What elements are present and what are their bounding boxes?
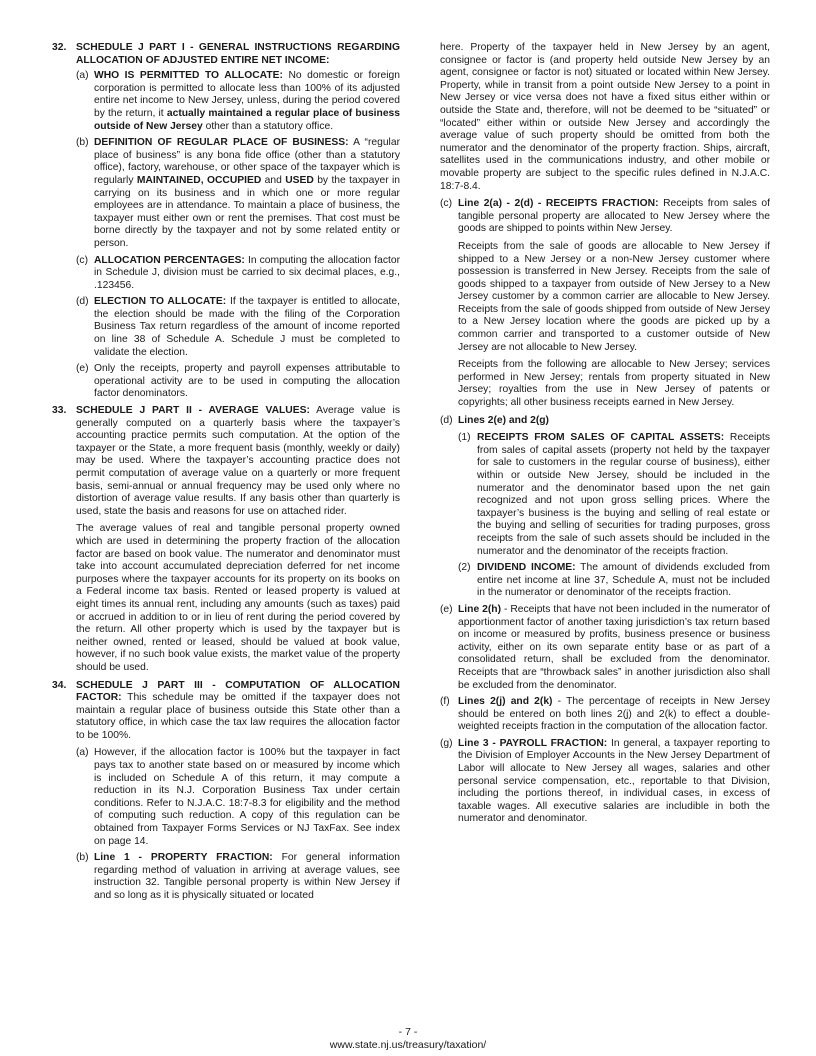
text-run: - Receipts that have not been included in the numerator of apportionment factor of another taxing jurisdiction’s tax return based on income or measured by profits, business presence or business activity, either on its own separate entity base or as part of a consolidated return, shall be excluded from the denominator. Receipts that are “throwback sales” in another jurisdiction also shall be excluded from the denominator. xyxy=(458,603,771,691)
item-heading: Lines 2(j) and 2(k) xyxy=(458,696,553,708)
text-run: and xyxy=(261,174,286,186)
item-heading: ELECTION TO ALLOCATE: xyxy=(94,296,227,308)
item-label: (g) xyxy=(440,737,453,749)
item-text xyxy=(94,255,400,293)
section-text xyxy=(76,405,400,518)
item-34g xyxy=(440,738,770,826)
item-text xyxy=(94,852,400,902)
item-heading xyxy=(458,415,770,428)
item-32d xyxy=(76,296,400,359)
subitem-heading: DIVIDEND INCOME: xyxy=(477,562,576,574)
item-text xyxy=(94,70,400,133)
item-heading: WHO IS PERMITTED TO ALLOCATE: xyxy=(94,70,283,82)
right-column xyxy=(440,42,770,830)
item-label: (e) xyxy=(440,603,453,615)
text-run: Average value is generally computed on a quarterly basis where the taxpayer’s accounting practice permits such computation. At the option of the taxpayer or the State, a more frequent basis (monthly, weekly or daily) may be used. Where the taxpayer’s accounting practice does not permit computation of average value on a quarterly or more frequent basis, semi-annual or annual frequency may be used only where no distortion of average value results. If any basis other than quarterly is used, state the basis and reasons for use on attached rider. xyxy=(76,405,400,517)
item-text xyxy=(458,696,770,734)
footer-url[interactable]: www.state.nj.us/treasury/taxation/ xyxy=(329,1039,487,1051)
text-run: If the taxpayer is entitled to allocate, the election should be made with the filing of the Corporation Business Tax return regardless of the amount of income reported on line 38 of Schedule A. Schedule J must be completed to validate the election. xyxy=(94,296,400,358)
text-run: Receipts from sales of tangible personal property are allocated to New Jersey where the goods are shipped to points within New Jersey. xyxy=(458,198,770,235)
item-text: However, if the allocation factor is 100% but the taxpayer in fact pays tax to another state based on or measured by income which is included on Schedule A of this return, it may compute a reduction in its N.J. Corporation Business Tax under certain conditions. Refer to N.J.A.C. 18:7-8.3 for eligibility and the method of computing such reduction. A copy of this regulation can be obtained from Taxpayer Forms Services or NJ TaxFax. See index on page 14. xyxy=(94,747,400,847)
text-run: other than a statutory office. xyxy=(202,120,334,132)
text-run: In general, a taxpayer reporting to the Division of Employer Accounts in the New Jersey Department of Labor will allocate to New Jersey all wages, salaries and other personal service compensation, etc., reportable to that Division, including the portions thereof, in individual cases, in excess of taxable wages. All executive salaries are includible in both the numerator and denominator. xyxy=(458,737,770,825)
section-34 xyxy=(52,680,400,903)
item-label: (d) xyxy=(76,296,89,308)
section-title: SCHEDULE J PART II - AVERAGE VALUES: xyxy=(76,405,310,417)
bold-run: actually maintained a regular place of business outside of New Jersey xyxy=(94,107,401,132)
item-34d xyxy=(440,415,770,600)
item-label: (c) xyxy=(440,198,453,210)
item-label: (b) xyxy=(76,137,89,149)
item-heading: Line 2(h) xyxy=(458,603,502,615)
item-label: (a) xyxy=(76,70,89,82)
subitem-2 xyxy=(458,562,770,600)
item-34f xyxy=(440,696,770,734)
item-text xyxy=(458,198,770,236)
section-paragraph: The average values of real and tangible personal property owned which are used in determining the property fraction of the allocation factor are based on book value. The numerator and denominator must take into account accumulated depreciation deferred for net income purposes where the taxpayer accounts for its property on its books on a Federal income tax basis. Rented or leased property is valued at eight times its annual rent, including any amounts (such as taxes) paid or accrued in addition to or in lieu of rent during the period covered by the return. All other property which is used by the taxpayer but is neither owned, rented or leased, should be valued at book value, however, if no such book value exists, the market value of the property should be used. xyxy=(76,523,400,673)
item-34b xyxy=(76,852,400,902)
item-paragraph: Receipts from the following are allocable to New Jersey; services performed in New Jersey; rentals from property situated in New Jersey; royalties from the use in New Jersey of patents or copyrights; all other business receipts earned in New Jersey. xyxy=(458,359,770,409)
text-run: Receipts from sales of capital assets (property not held by the taxpayer for sale to customers in the regular course of business), either within or outside New Jersey, should be included in the numerator and the denominator based upon the net gain recognized and not upon gross selling prices. Where the taxpayer’s business is the buying and selling of real estate or the buying and selling of securities for trading purposes, gross receipts from the sale of such assets should be included in the numerator and the denominator of the receipts fraction. xyxy=(477,432,770,557)
section-text xyxy=(76,680,400,743)
item-label: (b) xyxy=(76,852,89,864)
section-32 xyxy=(52,42,400,401)
text-run: The amount of dividends excluded from entire net income at line 37, Schedule A, must not be included in the numerator or denominator of the receipts fraction. xyxy=(477,562,770,599)
item-34a xyxy=(76,747,400,848)
section-title: SCHEDULE J PART I - GENERAL INSTRUCTIONS REGARDING ALLOCATION OF ADJUSTED ENTIRE NET INCOME: xyxy=(76,42,400,66)
item-label: (a) xyxy=(76,747,89,759)
item-label: (e) xyxy=(76,363,89,375)
item-text xyxy=(94,137,400,250)
section-33 xyxy=(52,405,400,674)
continued-text: here. Property of the taxpayer held in New Jersey by an agent, consignee or factor is (and property held outside New Jersey by an agent, consignee or factor is not) situated or located within New Jersey. Property, while in transit from a point outside New Jersey to a point in New Jersey or vice versa does not have a fixed situs either within or outside the State and, therefore, will not be deemed to be “situated” or “located” either within or outside New Jersey and accordingly the average value of such property should be omitted from both the numerator and the denominator of the property fraction. Ships, aircraft, satellites used in the communications industry, and other mobile or movable property are subject to the specific rules defined in N.J.A.C. 18:7-8.4. xyxy=(440,42,770,192)
item-text: Only the receipts, property and payroll expenses attributable to operational activity are to be used in computing the allocation factor denominators. xyxy=(94,363,400,400)
section-number: 34. xyxy=(52,679,67,691)
text-run: This schedule may be omitted if the taxpayer does not maintain a regular place of business outside this State other than a statutory office, in which case the tax law requires the allocation factor to be 100%. xyxy=(76,692,400,741)
item-32a xyxy=(76,70,400,133)
text-run: No domestic or foreign corporation is permitted to allocate less than 100% of its adjusted entire net income to New Jersey, unless, during the period covered by the return, it xyxy=(94,70,401,119)
text-run: For general information regarding method of valuation in arriving at average values, see instruction 32. Tangible personal property is within New Jersey if and so long as it is physically situated or located xyxy=(94,852,400,901)
text-run: - The percentage of receipts in New Jersey should be entered on both lines 2(j) and 2(k) to effect a double-weighted receipts fraction in the computation of the allocation factor. xyxy=(458,696,771,733)
subitem-text xyxy=(477,562,770,600)
item-heading-text: Lines 2(e) and 2(g) xyxy=(458,414,549,426)
subitem-label: (2) xyxy=(458,562,471,574)
text-run: A “regular place of business” is any bona fide office (other than a statutory office), factory, warehouse, or other space of the taxpayer which is regularly xyxy=(94,137,400,186)
item-label: (c) xyxy=(76,254,89,266)
item-paragraph: Receipts from the sale of goods are allocable to New Jersey if shipped to a New Jersey or a non-New Jersey customer where possession is transferred in New Jersey. Receipts from the sale of goods shipped to a taxpayer from outside of New Jersey to a New Jersey customer by a common carrier are allocable to New Jersey. Receipts from the sale of goods shipped from outside of New Jersey to a New Jersey location where the goods are picked up by a common carrier and transported to a customer outside of New Jersey are not allocable to New Jersey. xyxy=(458,240,770,353)
item-text xyxy=(458,738,770,826)
item-text xyxy=(94,296,400,359)
section-number: 32. xyxy=(52,42,67,53)
item-label: (d) xyxy=(440,414,453,426)
bold-run: USED xyxy=(285,174,314,186)
text-run: In computing the allocation factor in Schedule J, division must be carried to six decimal places, e.g., .123456. xyxy=(94,254,400,291)
item-heading: Line 1 - PROPERTY FRACTION: xyxy=(94,852,273,864)
item-heading: Line 3 - PAYROLL FRACTION: xyxy=(458,737,608,749)
item-32e xyxy=(76,363,400,401)
left-column xyxy=(52,42,400,907)
section-title: SCHEDULE J PART III - COMPUTATION OF ALLOCATION FACTOR: xyxy=(76,679,400,704)
subitem-1 xyxy=(458,432,770,558)
subitem-label: (1) xyxy=(458,432,471,444)
page-number: - 7 - xyxy=(398,1026,418,1038)
subitem-text xyxy=(477,432,770,558)
item-34e xyxy=(440,604,770,692)
item-heading: DEFINITION OF REGULAR PLACE OF BUSINESS: xyxy=(94,137,349,149)
subitem-heading: RECEIPTS FROM SALES OF CAPITAL ASSETS: xyxy=(477,432,725,444)
item-text xyxy=(458,604,770,692)
bold-run: MAINTAINED, OCCUPIED xyxy=(136,174,262,186)
item-32b xyxy=(76,137,400,250)
item-34c xyxy=(440,198,770,410)
item-heading: ALLOCATION PERCENTAGES: xyxy=(94,254,245,266)
section-number: 33. xyxy=(52,405,67,417)
item-label: (f) xyxy=(440,696,450,708)
text-run: by the taxpayer in carrying on its business and in which one or more regular employees are in attendance. To maintain a place of business, the taxpayer must either own or rent the premises. That cost must be borne directly by the taxpayer and not by some related entity or person. xyxy=(94,174,400,249)
item-heading: Line 2(a) - 2(d) - RECEIPTS FRACTION: xyxy=(458,198,659,210)
item-32c xyxy=(76,255,400,293)
